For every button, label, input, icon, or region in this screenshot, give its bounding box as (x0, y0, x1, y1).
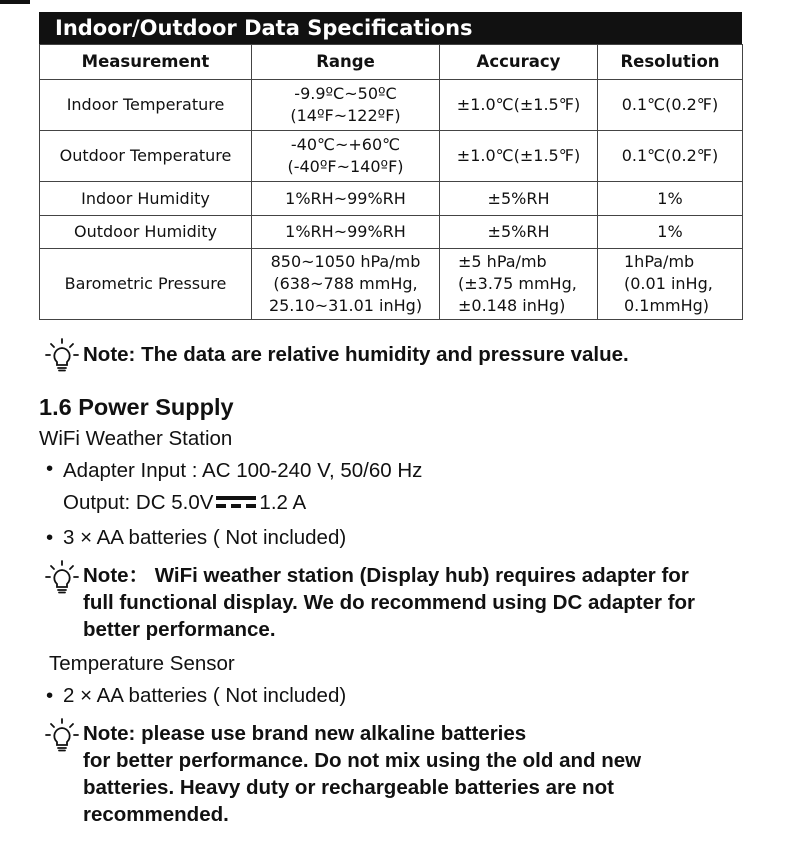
note-data: Note: The data are relative humidity and pressure value. (83, 343, 629, 366)
note-adapter: Note： WiFi weather station (Display hub) requires adapter for full functional display. We do recommend using DC adapter for better performance. (83, 564, 696, 641)
cell-measurement: Barometric Pressure (40, 249, 252, 320)
cell-accuracy: ±1.0℃(±1.5℉) (440, 80, 598, 131)
table-title: Indoor/Outdoor Data Specifications (39, 12, 742, 44)
specs-table (39, 44, 743, 320)
table-row (40, 216, 743, 249)
section-heading: 1.6 Power Supply (39, 394, 234, 420)
lightbulb-icon (44, 560, 80, 594)
table-header-row (40, 45, 743, 80)
cell-range: -9.9ºC~50ºC (14ºF~122ºF) (252, 80, 440, 131)
cell-measurement: Indoor Humidity (40, 182, 252, 216)
bullet-icon: • (46, 526, 54, 549)
station-batteries: 3 × AA batteries ( Not included) (63, 526, 347, 549)
header-accuracy: Accuracy (440, 45, 598, 80)
cell-resolution: 0.1℃(0.2℉) (598, 80, 743, 131)
cell-accuracy: ±1.0℃(±1.5℉) (440, 131, 598, 182)
lightbulb-icon (44, 338, 80, 372)
lightbulb-icon (44, 718, 80, 752)
cell-resolution: 1% (598, 182, 743, 216)
cell-measurement: Outdoor Temperature (40, 131, 252, 182)
table-row (40, 131, 743, 182)
bullet-icon: • (46, 457, 54, 480)
dc-symbol-icon (216, 495, 256, 509)
header-resolution: Resolution (598, 45, 743, 80)
table-row (40, 249, 743, 320)
cell-range: 1%RH~99%RH (252, 182, 440, 216)
sensor-batteries: 2 × AA batteries ( Not included) (63, 684, 347, 707)
table-row (40, 80, 743, 131)
cell-accuracy: ±5%RH (440, 216, 598, 249)
cell-accuracy: ±5 hPa/mb (±3.75 mmHg, ±0.148 inHg) (440, 249, 598, 320)
station-label: WiFi Weather Station (39, 427, 233, 450)
cell-resolution: 1% (598, 216, 743, 249)
adapter-input: Adapter Input : AC 100-240 V, 50/60 Hz (63, 459, 423, 482)
header-range: Range (252, 45, 440, 80)
header-measurement: Measurement (40, 45, 252, 80)
cell-resolution: 1hPa/mb (0.01 inHg, 0.1mmHg) (598, 249, 743, 320)
cell-range: -40℃~+60℃ (-40ºF~140ºF) (252, 131, 440, 182)
cell-accuracy: ±5%RH (440, 182, 598, 216)
output-prefix: Output: DC 5.0V (63, 491, 214, 514)
cell-resolution: 0.1℃(0.2℉) (598, 131, 743, 182)
output-suffix: 1.2 A (259, 491, 307, 514)
bullet-icon: • (46, 684, 54, 707)
table-row (40, 182, 743, 216)
note-batteries: Note: please use brand new alkaline batteries for better performance. Do not mix using the old and new batteries. Heavy duty or rechargeable batteries are not recommended. (83, 722, 642, 826)
specs-table-block (39, 12, 742, 320)
cell-range: 850~1050 hPa/mb (638~788 mmHg, 25.10~31.01 inHg) (252, 249, 440, 320)
corner-mark (0, 0, 30, 4)
cell-measurement: Outdoor Humidity (40, 216, 252, 249)
cell-range: 1%RH~99%RH (252, 216, 440, 249)
adapter-output (63, 490, 306, 516)
cell-measurement: Indoor Temperature (40, 80, 252, 131)
sensor-label: Temperature Sensor (49, 652, 235, 675)
